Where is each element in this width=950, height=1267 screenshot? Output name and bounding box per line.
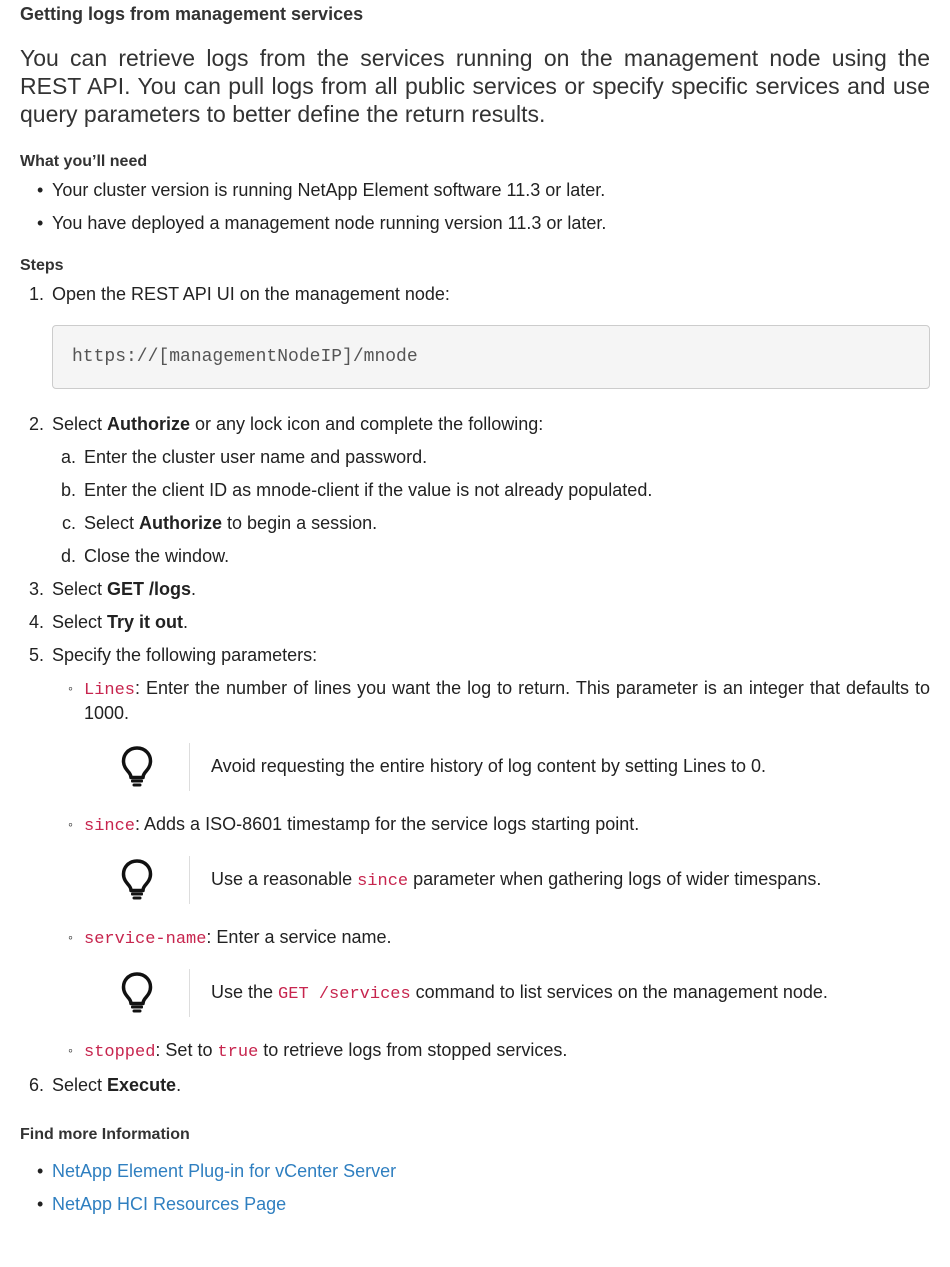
substep-c bbox=[52, 512, 930, 535]
parameter-text: stopped: Set to true to retrieve logs from stopped services. bbox=[84, 1040, 568, 1062]
requirement-text: You have deployed a management node running version 11.3 or later. bbox=[52, 213, 607, 233]
substep-text: Select Authorize to begin a session. bbox=[84, 513, 378, 533]
lightbulb-icon bbox=[120, 858, 154, 900]
steps-list bbox=[20, 283, 930, 1097]
step-number: 5. bbox=[28, 645, 44, 665]
substep-a bbox=[52, 446, 930, 469]
step-3 bbox=[20, 578, 930, 601]
parameter-text: service-name: Enter a service name. bbox=[84, 927, 392, 949]
bullet-icon: • bbox=[37, 180, 44, 200]
tip-text: Use a reasonable since parameter when gathering logs of wider timespans. bbox=[211, 869, 822, 891]
parameter-stopped bbox=[52, 1039, 930, 1064]
inline-code: true bbox=[217, 1043, 259, 1062]
step-text: Select Execute. bbox=[52, 1075, 182, 1095]
substep-letter: c. bbox=[61, 513, 76, 533]
more-info-heading: Find more Information bbox=[20, 1126, 190, 1143]
substep-text: Enter the client ID as mnode-client if the value is not already populated. bbox=[84, 480, 653, 500]
tip-text: Use the GET /services command to list services on the management node. bbox=[211, 982, 828, 1004]
step-text: Open the REST API UI on the management node: bbox=[52, 284, 450, 304]
inline-code: GET /services bbox=[278, 985, 411, 1004]
tip-callout bbox=[84, 737, 930, 797]
page-title: Getting logs from management services bbox=[20, 4, 364, 24]
list-item bbox=[20, 1193, 930, 1216]
tip-divider bbox=[189, 969, 190, 1017]
step-text: Select Authorize or any lock icon and complete the following: bbox=[52, 414, 544, 434]
bullet-icon: • bbox=[37, 1194, 44, 1214]
tip-text: Avoid requesting the entire history of log content by setting Lines to 0. bbox=[211, 756, 767, 776]
substep-letter: d. bbox=[60, 546, 76, 566]
steps-heading: Steps bbox=[20, 257, 64, 274]
ui-term: Try it out bbox=[107, 612, 184, 632]
step-number: 3. bbox=[28, 579, 44, 599]
substep-b bbox=[52, 479, 930, 502]
ui-term: GET /logs bbox=[107, 579, 192, 599]
bullet-icon: • bbox=[37, 1161, 44, 1181]
link-element-plugin[interactable]: NetApp Element Plug-in for vCenter Server bbox=[52, 1161, 397, 1181]
substep-d bbox=[52, 545, 930, 568]
step-2 bbox=[20, 413, 930, 568]
parameter-service-name bbox=[52, 926, 930, 951]
link-hci-resources[interactable]: NetApp HCI Resources Page bbox=[52, 1194, 287, 1214]
parameter-code: Lines bbox=[84, 681, 136, 700]
requirement-text: Your cluster version is running NetApp Element software 11.3 or later. bbox=[52, 180, 606, 200]
list-item bbox=[20, 1160, 930, 1183]
ui-term: Authorize bbox=[139, 513, 223, 533]
requirements-heading: What you’ll need bbox=[20, 153, 148, 170]
inline-code: since bbox=[357, 872, 409, 891]
circle-bullet-icon: ◦ bbox=[68, 680, 73, 696]
step-1 bbox=[20, 283, 930, 389]
ui-term: Execute bbox=[107, 1075, 177, 1095]
tip-divider bbox=[189, 856, 190, 904]
substep-text: Enter the cluster user name and password. bbox=[84, 447, 428, 467]
ui-term: Authorize bbox=[107, 414, 191, 434]
circle-bullet-icon: ◦ bbox=[68, 929, 73, 945]
parameter-code: since bbox=[84, 817, 136, 836]
parameter-text: Lines: Enter the number of lines you want the log to return. This parameter is an integer that defaults to 1000. bbox=[84, 678, 930, 723]
step-number: 6. bbox=[28, 1075, 44, 1095]
tip-callout bbox=[84, 963, 930, 1023]
step-number: 1. bbox=[28, 284, 44, 304]
lightbulb-icon bbox=[120, 745, 154, 787]
intro-paragraph: You can retrieve logs from the services running on the management node using the REST API. You can pull logs from all public services or specify specific services and use query parameters to better define the return results. bbox=[20, 45, 930, 127]
tip-divider bbox=[189, 743, 190, 791]
list-item bbox=[20, 212, 930, 235]
parameter-code: stopped bbox=[84, 1043, 156, 1062]
list-item bbox=[20, 179, 930, 202]
parameter-code: service-name bbox=[84, 930, 207, 949]
circle-bullet-icon: ◦ bbox=[68, 1042, 73, 1058]
step-number: 2. bbox=[28, 414, 44, 434]
requirements-list bbox=[20, 179, 930, 235]
step-4 bbox=[20, 611, 930, 634]
parameter-since bbox=[52, 813, 930, 838]
step-text: Select Try it out. bbox=[52, 612, 189, 632]
step-number: 4. bbox=[28, 612, 44, 632]
substep-letter: a. bbox=[60, 447, 76, 467]
code-block: https://[managementNodeIP]/mnode bbox=[52, 325, 930, 389]
parameter-lines bbox=[52, 677, 930, 725]
parameter-text: since: Adds a ISO-8601 timestamp for the service logs starting point. bbox=[84, 814, 640, 836]
step-6 bbox=[20, 1074, 930, 1097]
bullet-icon: • bbox=[37, 213, 44, 233]
step-text: Specify the following parameters: bbox=[52, 645, 318, 665]
substep-text: Close the window. bbox=[84, 546, 230, 566]
tip-callout bbox=[84, 850, 930, 910]
step-text: Select GET /logs. bbox=[52, 579, 197, 599]
substep-letter: b. bbox=[60, 480, 76, 500]
step-5 bbox=[20, 644, 930, 1064]
more-info-list bbox=[20, 1160, 930, 1216]
lightbulb-icon bbox=[120, 971, 154, 1013]
circle-bullet-icon: ◦ bbox=[68, 816, 73, 832]
